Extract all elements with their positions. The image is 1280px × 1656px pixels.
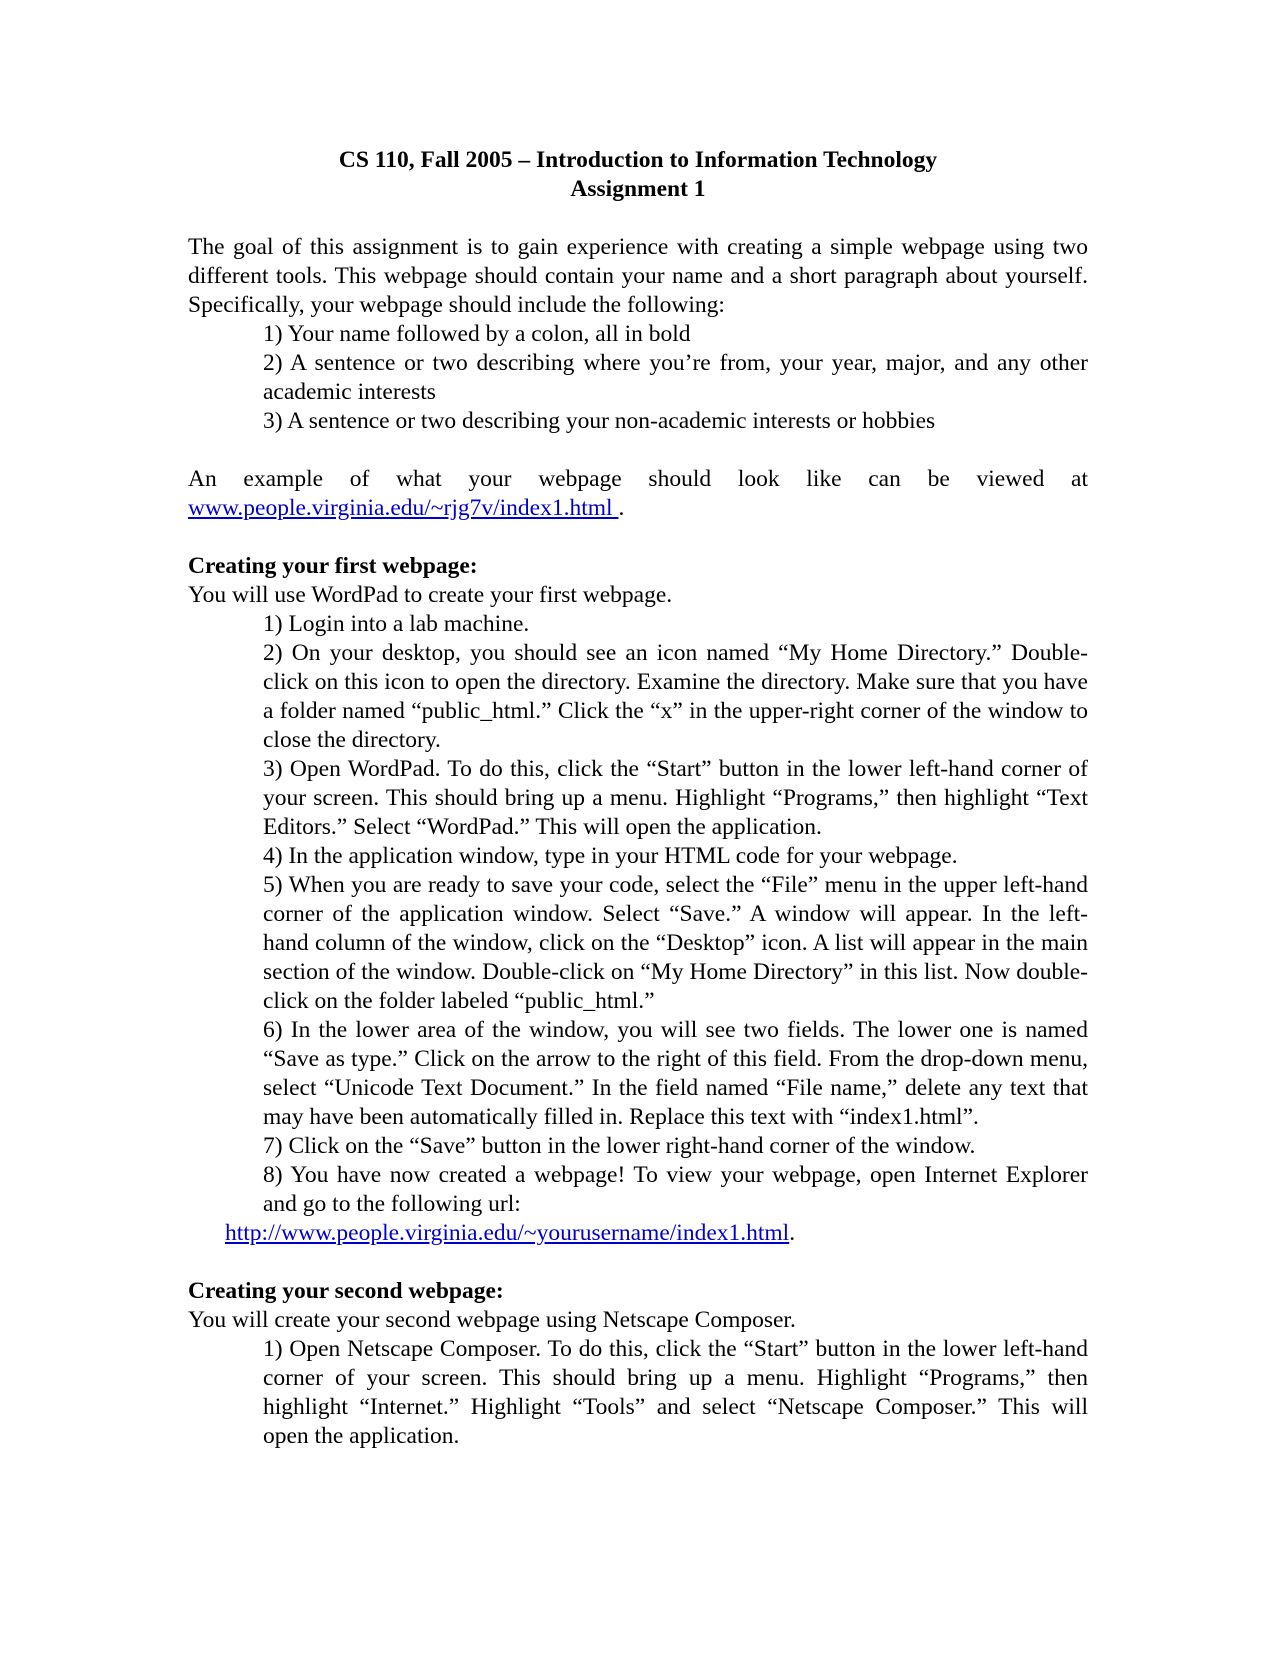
section1-step-4: 4) In the application window, type in your HTML code for your webpage. (263, 843, 958, 869)
student-page-link[interactable]: http://www.people.virginia.edu/~yourusername/index1.html (225, 1220, 790, 1246)
section1-url-line (225, 1219, 1088, 1248)
section1-heading: Creating your first webpage: (188, 553, 478, 579)
section1-intro: You will use WordPad to create your first webpage. (188, 582, 673, 608)
spacer (188, 1248, 1088, 1277)
section2-step-1: 1) Open Netscape Composer. To do this, click the “Start” button in the lower left-hand corner of your screen. This should bring up a menu. Highlight “Programs,” then highlight “Internet.” Highlight “Tools” and select “Netscape Composer.” This will open the application. (263, 1336, 1088, 1449)
example-link[interactable]: www.people.virginia.edu/~rjg7v/index1.html (188, 495, 619, 521)
document-subtitle: Assignment 1 (570, 176, 706, 202)
section1-step-6: 6) In the lower area of the window, you will see two fields. The lower one is named “Save as type.” Click on the arrow to the right of this field. From the drop-down menu, select “Unicode Text Document.” In the field named “File name,” delete any text that may have been automatically filled in. Replace this text with “index1.html”. (263, 1017, 1088, 1130)
example-link-line (188, 494, 1088, 523)
spacer (188, 204, 1088, 233)
section1-step-8: 8) You have now created a webpage! To view your webpage, open Internet Explorer and go to the following url: (263, 1162, 1088, 1217)
intro-item-2: 2) A sentence or two describing where you’re from, your year, major, and any other academic interests (263, 350, 1088, 405)
section1-step-1: 1) Login into a lab machine. (263, 611, 530, 637)
example-text: An example of what your webpage should look like can be viewed at (188, 466, 1088, 492)
spacer (188, 436, 1088, 465)
example-suffix: . (618, 495, 625, 521)
section1-step-3: 3) Open WordPad. To do this, click the “Start” button in the lower left-hand corner of your screen. This should bring up a menu. Highlight “Programs,” then highlight “Text Editors.” Select “WordPad.” This will open the application. (263, 756, 1088, 840)
url-suffix: . (789, 1220, 796, 1246)
intro-paragraph: The goal of this assignment is to gain experience with creating a simple webpage using two different tools. This webpage should contain your name and a short paragraph about yourself. Specifically, your webpage should include the following: (188, 234, 1088, 318)
section1-step-2: 2) On your desktop, you should see an icon named “My Home Directory.” Double-click on this icon to open the directory. Examine the directory. Make sure that you have a folder named “public_html.” Click the “x” in the upper-right corner of the window to close the directory. (263, 640, 1088, 753)
section1-step-5: 5) When you are ready to save your code, select the “File” menu in the upper left-hand corner of the application window. Select “Save.” A window will appear. In the left-hand column of the window, click on the “Desktop” icon. A list will appear in the main section of the window. Double-click on “My Home Directory” in this list. Now double-click on the folder labeled “public_html.” (263, 872, 1088, 1014)
document-title: CS 110, Fall 2005 – Introduction to Information Technology (338, 147, 938, 173)
intro-item-1: 1) Your name followed by a colon, all in bold (263, 321, 691, 347)
intro-item-3: 3) A sentence or two describing your non-academic interests or hobbies (263, 408, 936, 434)
document-page (188, 146, 1088, 1451)
section2-intro: You will create your second webpage using Netscape Composer. (188, 1307, 796, 1333)
spacer (188, 523, 1088, 552)
section2-heading: Creating your second webpage: (188, 1278, 504, 1304)
section1-step-7: 7) Click on the “Save” button in the lower right-hand corner of the window. (263, 1133, 976, 1159)
